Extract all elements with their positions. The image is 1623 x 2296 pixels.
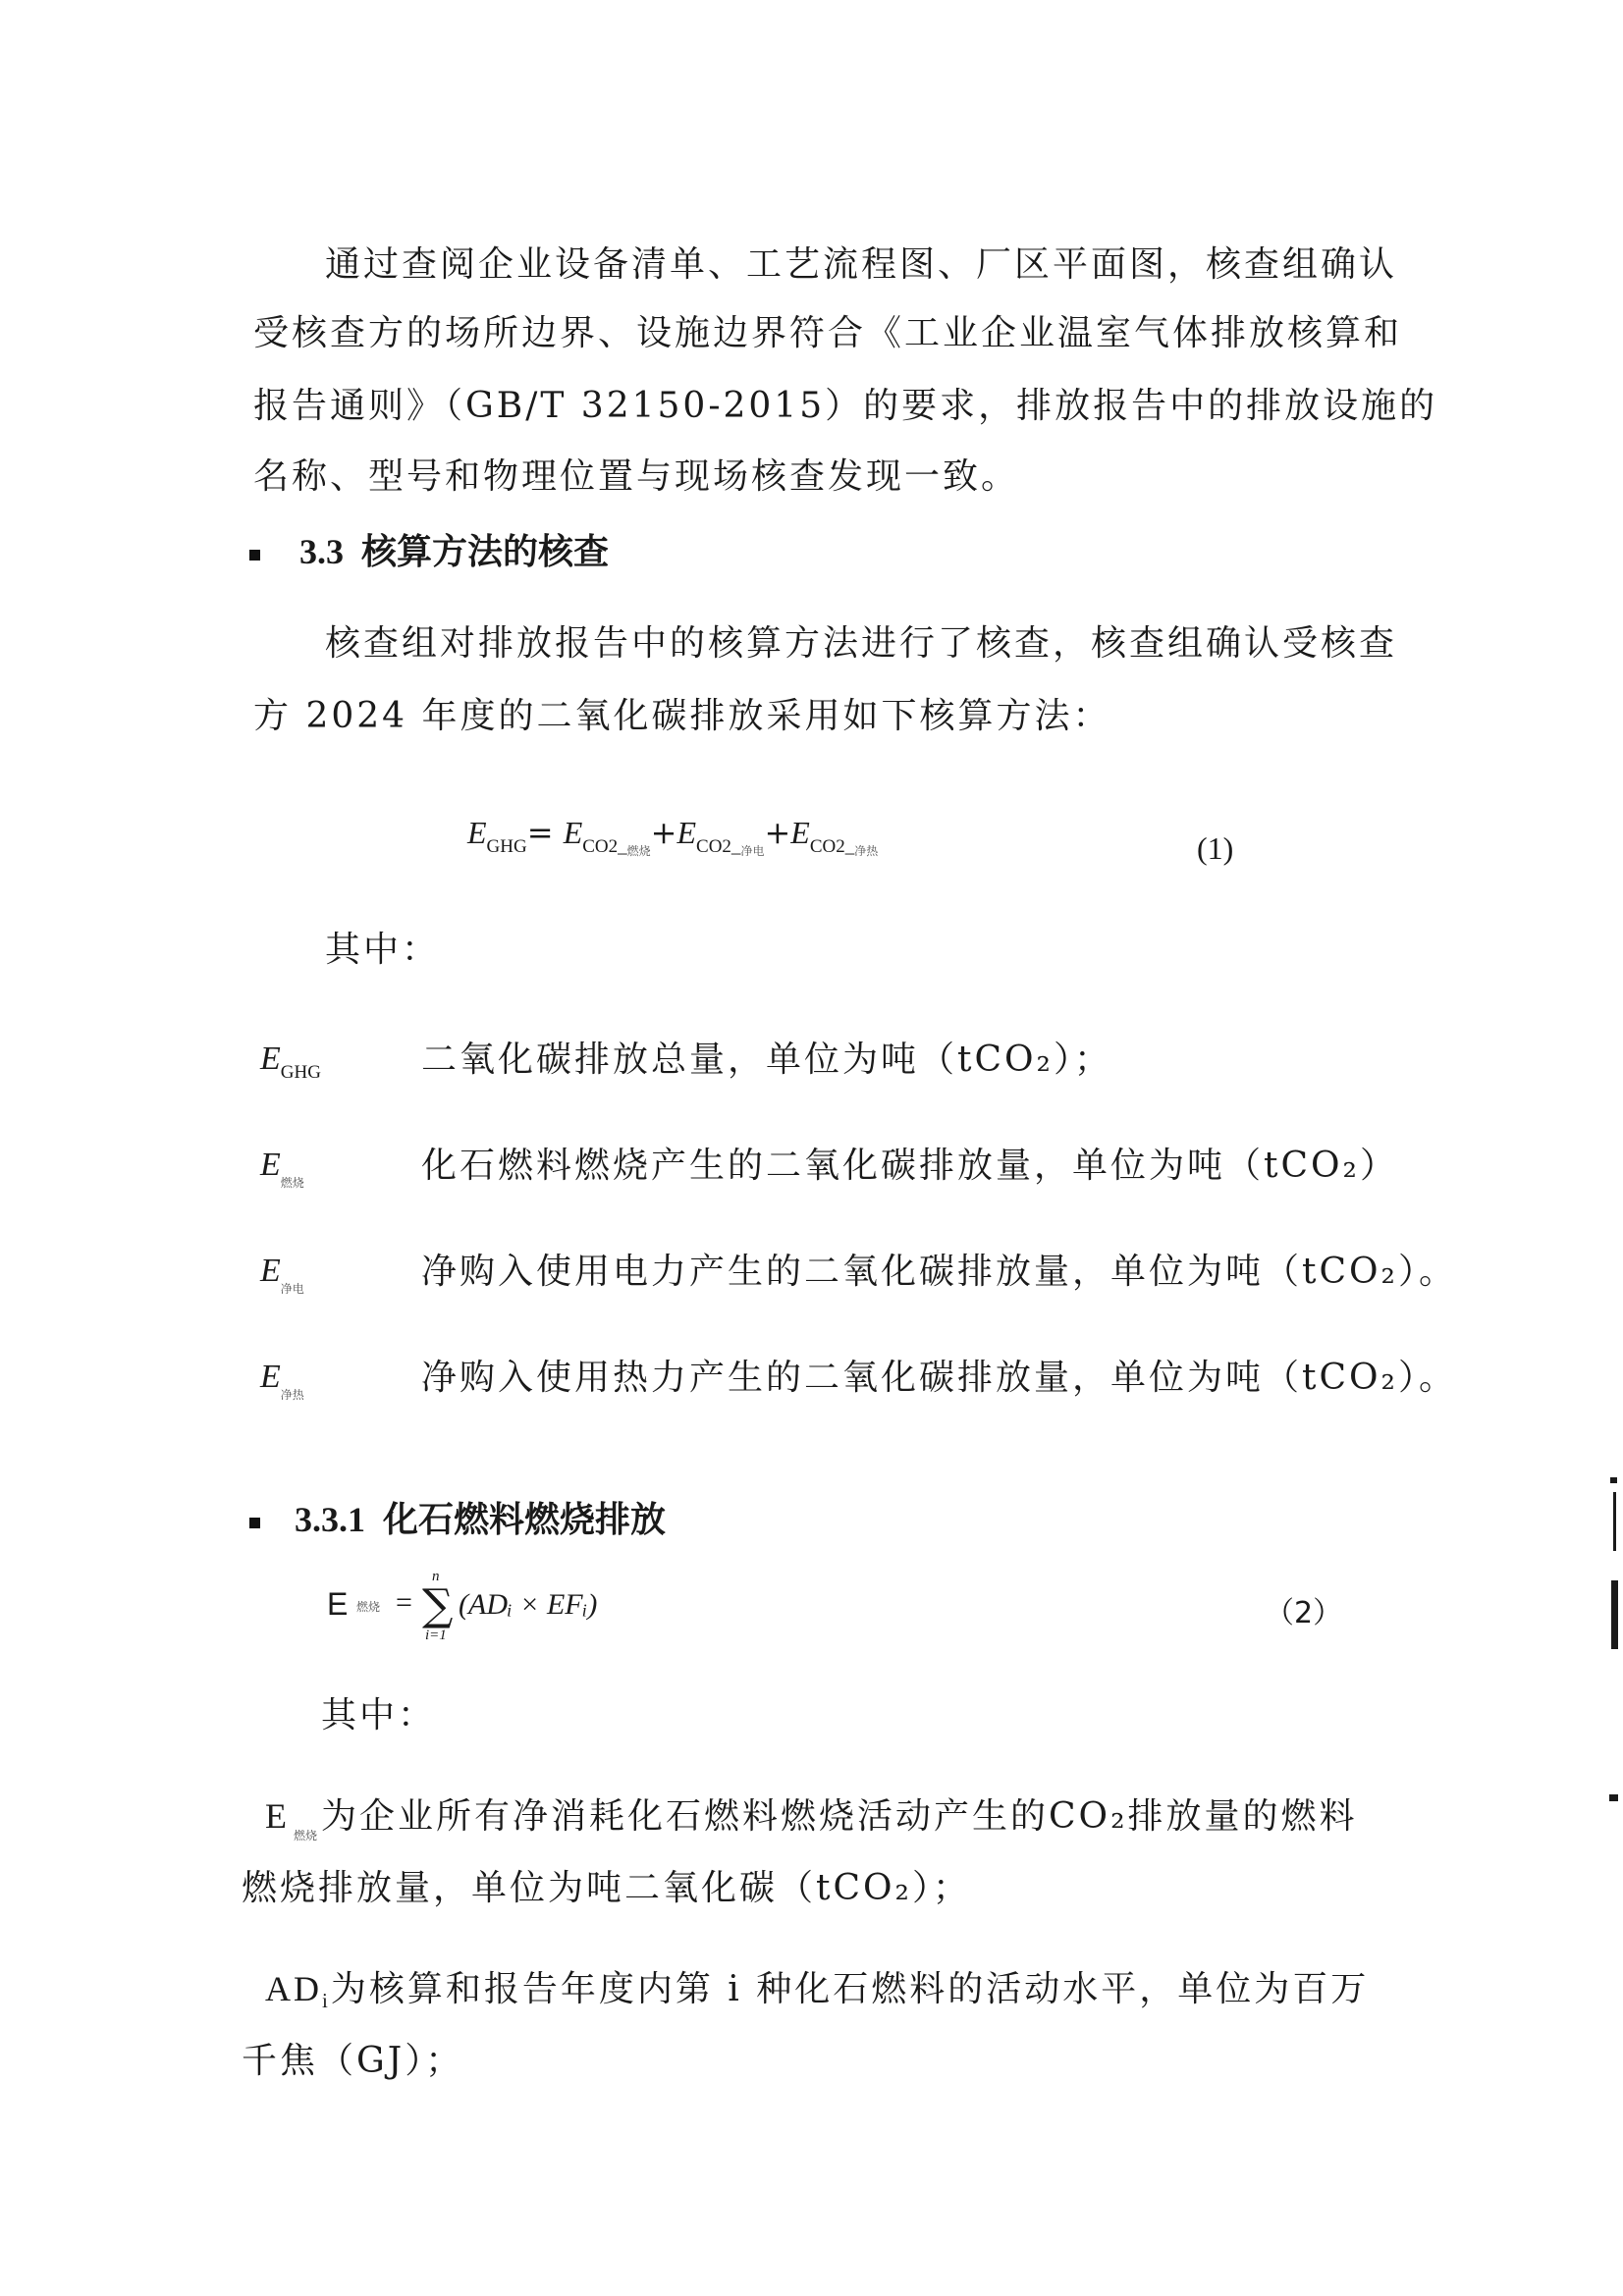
definition-3-symbol: $E_{净电}$ <box>260 1253 304 1296</box>
eq2-lhs-tag: 燃烧 <box>356 1600 381 1614</box>
paragraph-1-line-2: 受核查方的场所边界、设施边界符合《工业企业温室气体排放核算和 <box>253 313 1403 353</box>
eq1-plus-1: + <box>650 814 677 851</box>
paragraph-1-line-4: 名称、型号和物理位置与现场核查发现一致。 <box>253 456 1020 497</box>
equation-2 <box>327 1569 641 1663</box>
scan-mark-2 <box>1613 1492 1616 1551</box>
definition-4-text: 净购入使用热力产生的二氧化碳排放量，单位为吨（tCO₂）。 <box>421 1358 1457 1398</box>
scan-mark-4 <box>1609 1794 1618 1801</box>
section-3-3-title: 核算方法的核查 <box>361 532 610 572</box>
paragraph-2-line-2: 方 2024 年度的二氧化碳排放采用如下核算方法： <box>253 696 1111 736</box>
eq1-term-2-sub: CO2_ <box>696 836 741 857</box>
eq1-term-3-sub: CO2_ <box>809 836 855 857</box>
eq1-term-3-tag: 净热 <box>854 844 879 858</box>
eq1-lhs-sub: GHG <box>486 836 527 857</box>
eq2-sum-bottom: i=1 <box>425 1628 447 1643</box>
equation-1-number: (1) <box>1197 830 1234 866</box>
section-3-3-number: 3.3 <box>299 532 344 571</box>
scan-mark-1 <box>1610 1477 1617 1483</box>
paragraph-1-line-1: 通过查阅企业设备清单、工艺流程图、厂区平面图，核查组确认 <box>325 244 1398 285</box>
definition-1-text: 二氧化碳排放总量，单位为吨（tCO₂）； <box>421 1040 1112 1080</box>
eq1-plus-2: + <box>764 814 791 851</box>
scan-mark-3 <box>1611 1580 1618 1649</box>
definition-4-symbol: $E_{净热}$ <box>260 1359 304 1402</box>
section-3-3-1-number: 3.3.1 <box>295 1500 365 1539</box>
paragraph-2-line-1: 核查组对排放报告中的核算方法进行了核查，核查组确认受核查 <box>325 623 1398 664</box>
eq2-sum-sign: ∑ <box>422 1580 454 1630</box>
eq1-lhs: E <box>467 815 487 850</box>
paragraph-4-line-2: 千焦（GJ）； <box>242 2041 464 2081</box>
eq2-body: (ADᵢ × EFᵢ) <box>459 1588 598 1621</box>
paragraph-4-sub: i <box>322 1989 331 2012</box>
section-3-3-1-heading <box>295 1502 666 1538</box>
section-3-3-1-title: 化石燃料燃烧排放 <box>383 1500 667 1540</box>
paragraph-3-tag: 燃烧 <box>294 1829 318 1842</box>
paragraph-3-symbol: E <box>265 1796 290 1836</box>
paragraph-3-line-2: 燃烧排放量，单位为吨二氧化碳（tCO₂）； <box>242 1868 971 1908</box>
paragraph-4-text-1: 为核算和报告年度内第 i 种化石燃料的活动水平，单位为百万 <box>330 1969 1370 2009</box>
eq1-term-1-symbol: E <box>563 815 583 850</box>
eq1-term-2-tag: 净电 <box>740 844 765 858</box>
eq1-term-3-symbol: E <box>790 815 810 850</box>
section-3-3-1-bullet <box>249 1518 260 1528</box>
definition-2-symbol: $E_{燃烧}$ <box>260 1147 304 1190</box>
eq1-term-1-sub: CO2_ <box>582 836 627 857</box>
definition-3-text: 净购入使用电力产生的二氧化碳排放量，单位为吨（tCO₂）。 <box>421 1252 1457 1292</box>
eq2-equals: = <box>396 1586 412 1619</box>
eq1-term-2-symbol: E <box>676 815 697 850</box>
eq2-sum-top: n <box>432 1569 440 1584</box>
eq1-term-1-tag: 燃烧 <box>626 844 651 858</box>
paragraph-3-text-1: 为企业所有净消耗化石燃料燃烧活动产生的CO₂排放量的燃料 <box>321 1796 1358 1837</box>
section-3-3-heading <box>299 534 609 570</box>
paragraph-3-line-1 <box>265 1798 1358 1842</box>
paragraph-1-line-3: 报告通则》（GB/T 32150-2015）的要求，排放报告中的排放设施的 <box>253 386 1438 426</box>
eq2-lhs: E <box>327 1586 349 1622</box>
section-3-3-bullet <box>249 550 260 561</box>
paragraph-4-symbol: AD <box>265 1969 322 2008</box>
definition-1-symbol: EGHG <box>260 1041 321 1083</box>
paragraph-4-line-1 <box>265 1971 1369 2011</box>
eq1-equals: = <box>526 814 554 851</box>
equation-1 <box>467 814 879 858</box>
definition-2-text: 化石燃料燃烧产生的二氧化碳排放量，单位为吨（tCO₂） <box>421 1146 1398 1186</box>
equation-2-number: （2） <box>1265 1596 1343 1630</box>
where-label-2: 其中： <box>321 1695 437 1735</box>
where-label-1: 其中： <box>325 930 441 970</box>
